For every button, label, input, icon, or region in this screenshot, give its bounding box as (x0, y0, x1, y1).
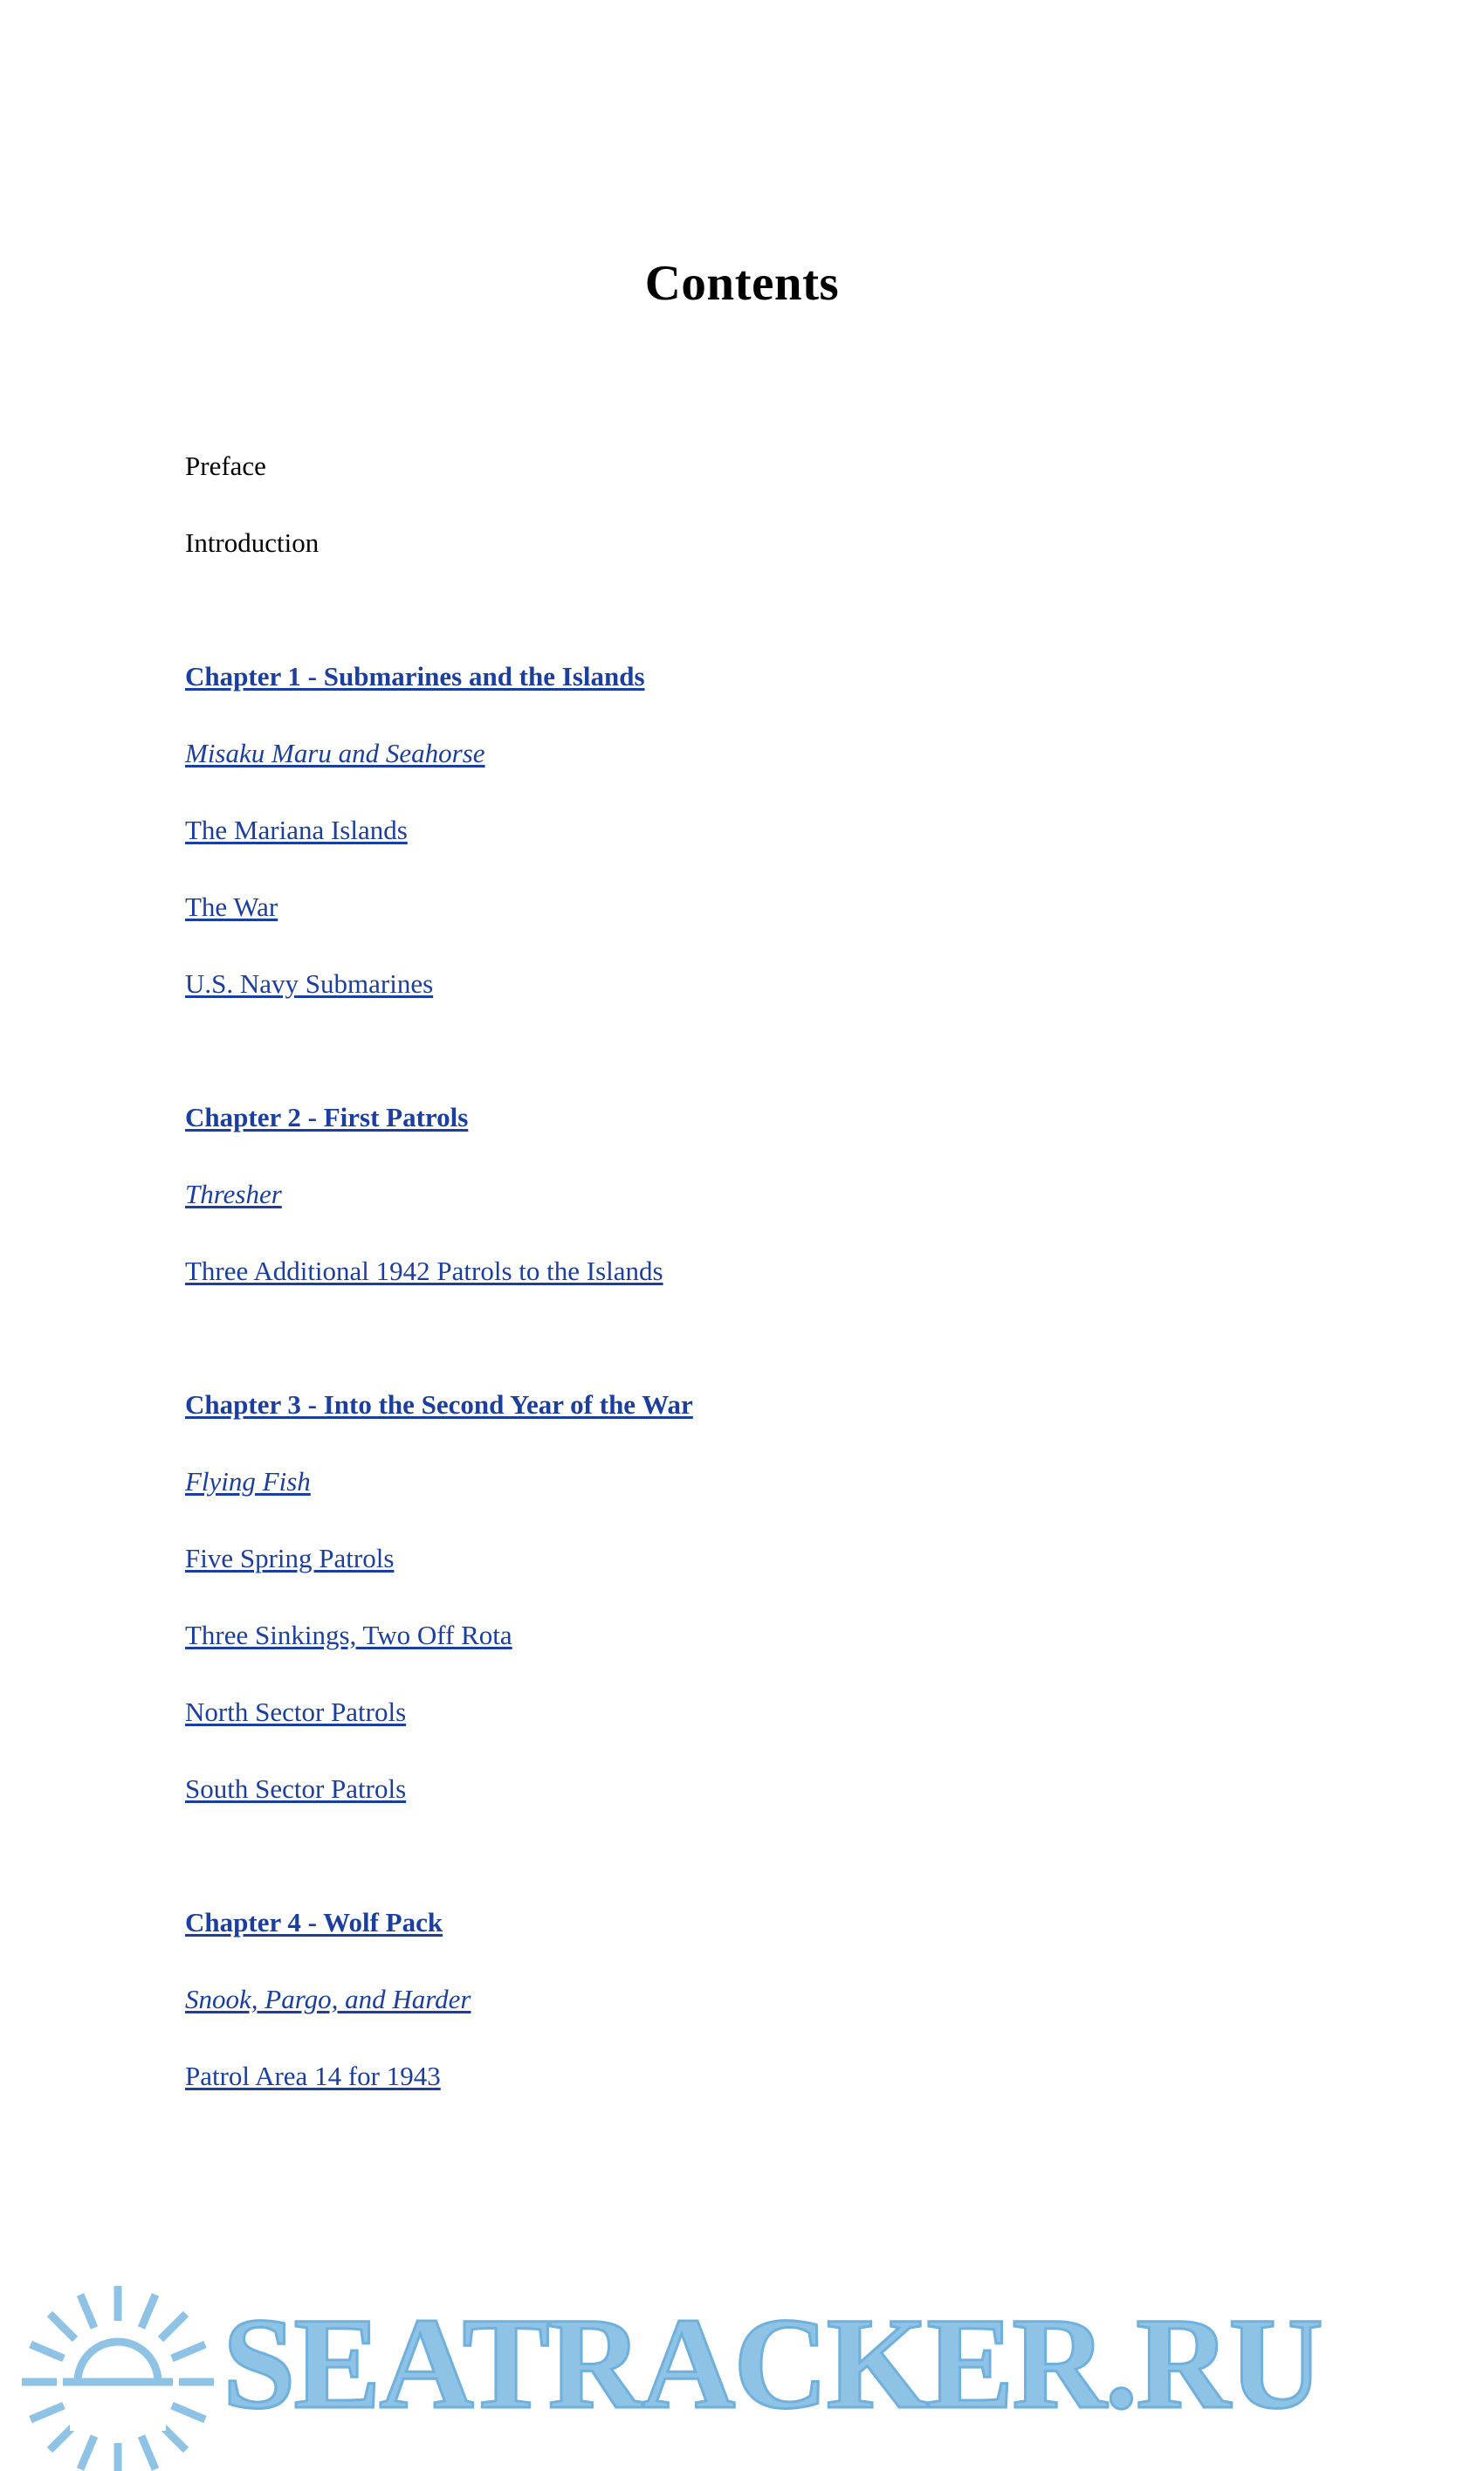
sunrise-icon (17, 2270, 218, 2471)
toc-entry-link[interactable]: South Sector Patrols (185, 1773, 407, 1804)
toc-entry-link: Preface (185, 451, 266, 481)
toc-chapter-link[interactable]: Chapter 2 - First Patrols (185, 1102, 469, 1132)
toc-entry-link[interactable]: U.S. Navy Submarines (185, 968, 434, 999)
toc-chapter-link[interactable]: Chapter 1 - Submarines and the Islands (185, 661, 645, 692)
page-title: Contents (644, 256, 840, 311)
toc-entry-link[interactable]: Five Spring Patrols (185, 1543, 395, 1573)
toc-chapter-link[interactable]: Chapter 3 - Into the Second Year of the War (185, 1389, 693, 1420)
toc-entry-link[interactable]: Three Sinkings, Two Off Rota (185, 1620, 512, 1650)
toc-entry-link: Introduction (185, 527, 319, 558)
watermark (0, 2209, 1484, 2445)
table-of-contents (185, 452, 1320, 2089)
watermark-text: SEATRACKER.RU (223, 2291, 1322, 2436)
toc-entry-link[interactable]: The Mariana Islands (185, 815, 408, 845)
toc-entry-link[interactable]: Patrol Area 14 for 1943 (185, 2061, 441, 2091)
toc-entry-link[interactable]: Thresher (185, 1179, 282, 1209)
toc-entry-link[interactable]: Three Additional 1942 Patrols to the Islands (185, 1256, 663, 1286)
toc-chapter-link[interactable]: Chapter 4 - Wolf Pack (185, 1907, 443, 1938)
toc-entry-link[interactable]: Snook, Pargo, and Harder (185, 1984, 471, 2014)
toc-entry-link[interactable]: Misaku Maru and Seahorse (185, 738, 485, 768)
toc-entry-link[interactable]: The War (185, 891, 278, 922)
toc-entry-link[interactable]: Flying Fish (185, 1466, 311, 1497)
toc-entry-link[interactable]: North Sector Patrols (185, 1697, 407, 1727)
